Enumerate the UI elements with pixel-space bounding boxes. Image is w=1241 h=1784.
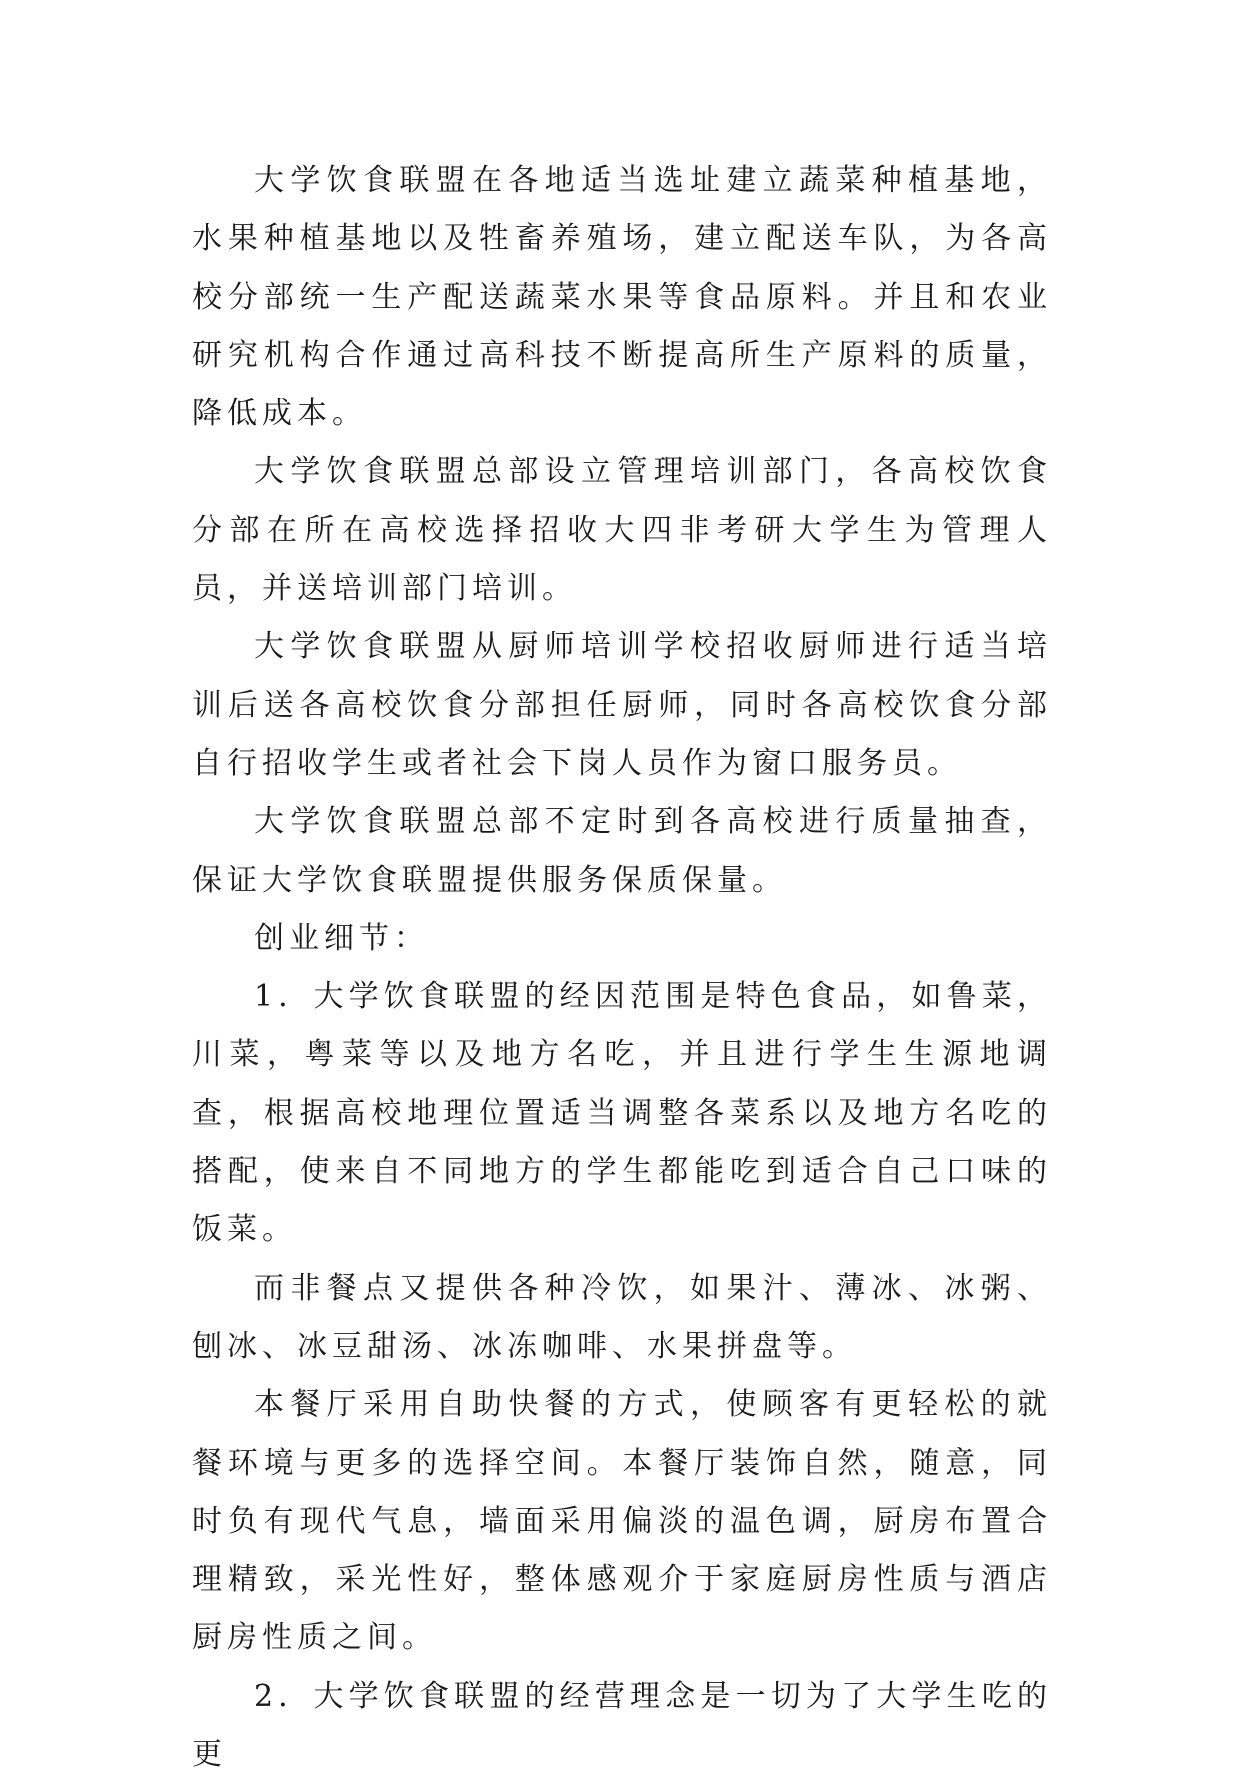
paragraph-restaurant-style: 本餐厅采用自助快餐的方式，使顾客有更轻松的就餐环境与更多的选择空间。本餐厅装饰自然，随意，同时负有现代气息，墙面采用偏淡的温色调，厨房布置合理精致，采光性好，整体感观介于家庭厨房性质与酒店厨房性质之间。 — [192, 1387, 1052, 1656]
paragraph-cold-drinks: 而非餐点又提供各种冷饮，如果汁、薄冰、冰粥、刨冰、冰豆甜汤、冰冻咖啡、水果拼盘等。 — [192, 1270, 1052, 1364]
paragraph-quality-check: 大学饮食联盟总部不定时到各高校进行质量抽查，保证大学饮食联盟提供服务保质保量。 — [192, 804, 1052, 898]
section-heading-details: 创业细节： — [254, 920, 429, 956]
paragraph-business-philosophy: 2．大学饮食联盟的经营理念是一切为了大学生吃的更 — [192, 1678, 1052, 1773]
document-body — [192, 152, 1052, 1784]
paragraph-base-supply: 大学饮食联盟在各地适当选址建立蔬菜种植基地，水果种植基地以及牲畜养殖场，建立配送车队，为各高校分部统一生产配送蔬菜水果等食品原料。并且和农业研究机构合作通过高科技不断提高所生产原料的质量，降低成本。 — [192, 163, 1052, 432]
paragraph-management-training: 大学饮食联盟总部设立管理培训部门，各高校饮食分部在所在高校选择招收大四非考研大学生为管理人员，并送培训部门培训。 — [192, 454, 1052, 607]
paragraph-business-scope: 1．大学饮食联盟的经因范围是特色食品，如鲁菜，川菜，粤菜等以及地方名吃，并且进行学生生源地调查，根据高校地理位置适当调整各菜系以及地方名吃的搭配，使来自不同地方的学生都能吃到适合自己口味的饭菜。 — [192, 979, 1052, 1248]
paragraph-chef-recruitment: 大学饮食联盟从厨师培训学校招收厨师进行适当培训后送各高校饮食分部担任厨师，同时各高校饮食分部自行招收学生或者社会下岗人员作为窗口服务员。 — [192, 629, 1052, 781]
